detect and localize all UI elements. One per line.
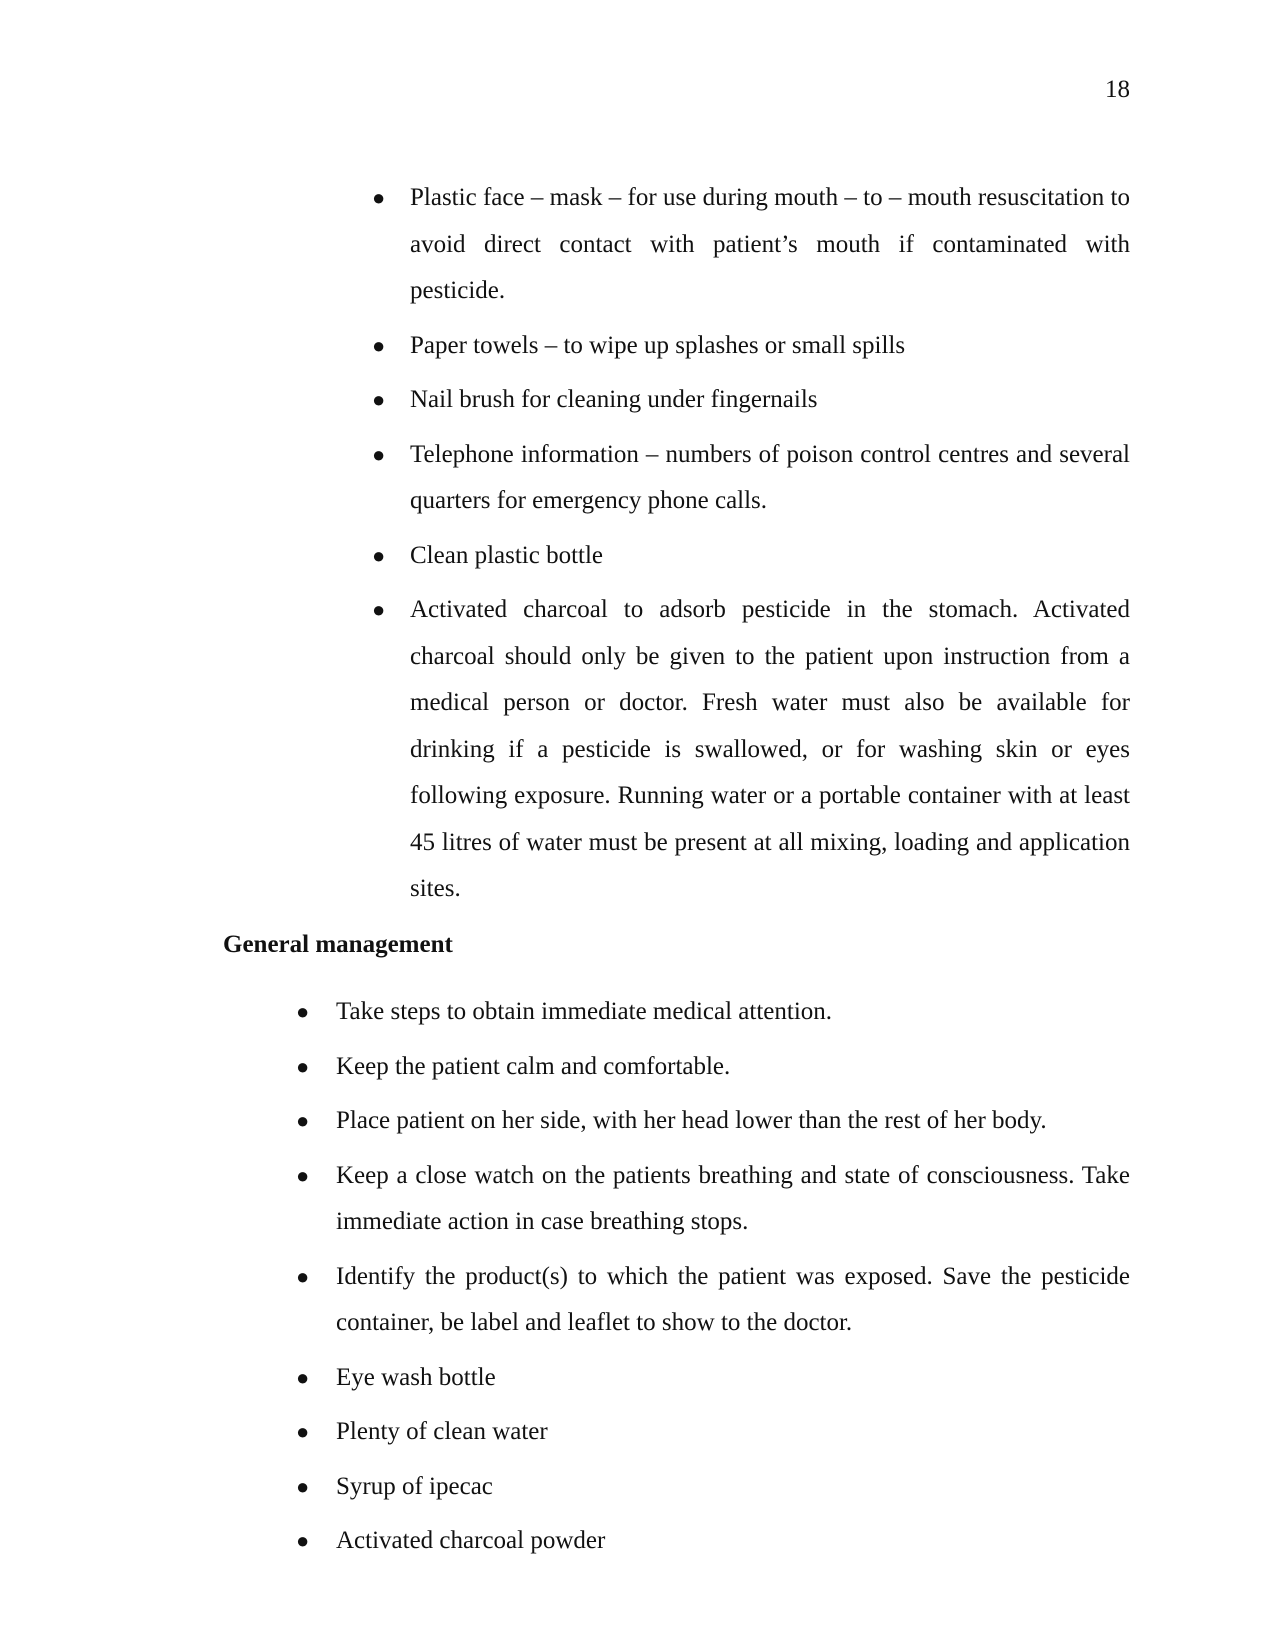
bullet-icon: ● xyxy=(296,1528,310,1553)
list-item xyxy=(372,587,1130,913)
bullet-icon: ● xyxy=(296,1263,310,1289)
list-item-text: Plenty of clean water xyxy=(336,1418,548,1445)
list-item-text: Eye wash bottle xyxy=(336,1363,496,1391)
list-item xyxy=(372,432,1130,525)
list-item xyxy=(296,989,1130,1036)
bullet-icon: ● xyxy=(296,1162,310,1188)
list-item xyxy=(372,323,1130,370)
list-item xyxy=(296,1355,1130,1402)
bullet-icon: ● xyxy=(296,1419,310,1444)
equipment-list xyxy=(372,175,1130,921)
list-item-text: Nail brush for cleaning under fingernails xyxy=(410,386,818,413)
list-item-text: Identify the product(s) to which the patient was exposed. Save the pesticide container, be label and leaflet to show to the doctor. xyxy=(336,1262,1130,1336)
bullet-icon: ● xyxy=(372,332,386,358)
list-item xyxy=(296,1254,1130,1347)
list-item-text: Activated charcoal powder xyxy=(336,1527,606,1554)
bullet-icon: ● xyxy=(296,1053,310,1079)
list-item-text: Keep the patient calm and comfortable. xyxy=(336,1052,731,1080)
bullet-icon: ● xyxy=(372,597,386,622)
page-number: 18 xyxy=(1105,76,1130,103)
bullet-icon: ● xyxy=(296,1473,310,1499)
general-management-list xyxy=(296,989,1130,1573)
bullet-icon: ● xyxy=(372,441,386,467)
bullet-icon: ● xyxy=(296,1364,310,1390)
list-item-text: Paper towels – to wipe up splashes or small spills xyxy=(410,331,906,359)
list-item xyxy=(296,1409,1130,1456)
list-item-text: Clean plastic bottle xyxy=(410,541,604,569)
list-item xyxy=(296,1518,1130,1565)
list-item-text: Place patient on her side, with her head lower than the rest of her body. xyxy=(336,1107,1047,1134)
section-heading: General management xyxy=(223,931,453,958)
bullet-icon: ● xyxy=(372,185,386,210)
list-item xyxy=(296,1098,1130,1145)
bullet-icon: ● xyxy=(296,1108,310,1133)
list-item-text: Plastic face – mask – for use during mouth – to – mouth resuscitation to avoid direct contact with patient’s mouth if contaminated with pesticide. xyxy=(410,184,1130,304)
list-item xyxy=(296,1044,1130,1091)
bullet-icon: ● xyxy=(296,999,310,1024)
list-item xyxy=(296,1464,1130,1511)
list-item xyxy=(296,1153,1130,1246)
list-item-text: Take steps to obtain immediate medical attention. xyxy=(336,998,833,1025)
list-item-text: Syrup of ipecac xyxy=(336,1472,493,1500)
bullet-icon: ● xyxy=(372,387,386,412)
list-item-text: Telephone information – numbers of poison control centres and several quarters for emergency phone calls. xyxy=(410,440,1130,514)
list-item-text: Activated charcoal to adsorb pesticide in the stomach. Activated charcoal should only be given to the patient upon instruction from a medical person or doctor. Fresh water must also be available for drinking if a pesticide is swallowed, or for washing skin or eyes following exposure. Running water or a portable container with at least 45 litres of water must be present at all mixing, loading and application sites. xyxy=(410,596,1130,902)
bullet-icon: ● xyxy=(372,542,386,568)
list-item-text: Keep a close watch on the patients breathing and state of consciousness. Take immediate action in case breathing stops. xyxy=(336,1161,1130,1235)
list-item xyxy=(372,377,1130,424)
list-item xyxy=(372,533,1130,580)
list-item xyxy=(372,175,1130,315)
